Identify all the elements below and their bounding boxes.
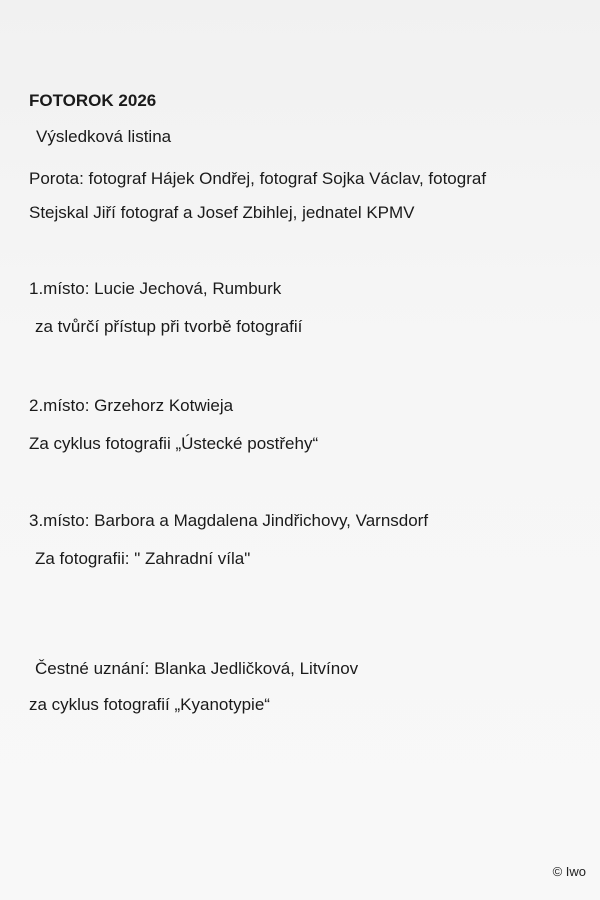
third-place-reason: Za fotografii: " Zahradní víla" [35, 549, 251, 568]
honorable-mention: Čestné uznání: Blanka Jedličková, Litvínov [35, 659, 359, 678]
jury-line-1: Porota: fotograf Hájek Ondřej, fotograf Sojka Václav, fotograf [29, 169, 487, 188]
copyright-mark: © Iwo [552, 864, 586, 879]
second-place-reason: Za cyklus fotografii „Ústecké postřehy“ [29, 434, 319, 453]
document-title: FOTOROK 2026 [29, 91, 157, 110]
first-place: 1.místo: Lucie Jechová, Rumburk [29, 279, 282, 298]
jury-line-2: Stejskal Jiří fotograf a Josef Zbihlej, jednatel KPMV [29, 203, 415, 222]
first-place-reason: za tvůrčí přístup při tvorbě fotografií [35, 317, 303, 336]
document-subtitle: Výsledková listina [36, 127, 172, 146]
third-place: 3.místo: Barbora a Magdalena Jindřichovy, Varnsdorf [29, 511, 429, 530]
honorable-mention-reason: za cyklus fotografií „Kyanotypie“ [29, 695, 270, 714]
second-place: 2.místo: Grzehorz Kotwieja [29, 396, 234, 415]
